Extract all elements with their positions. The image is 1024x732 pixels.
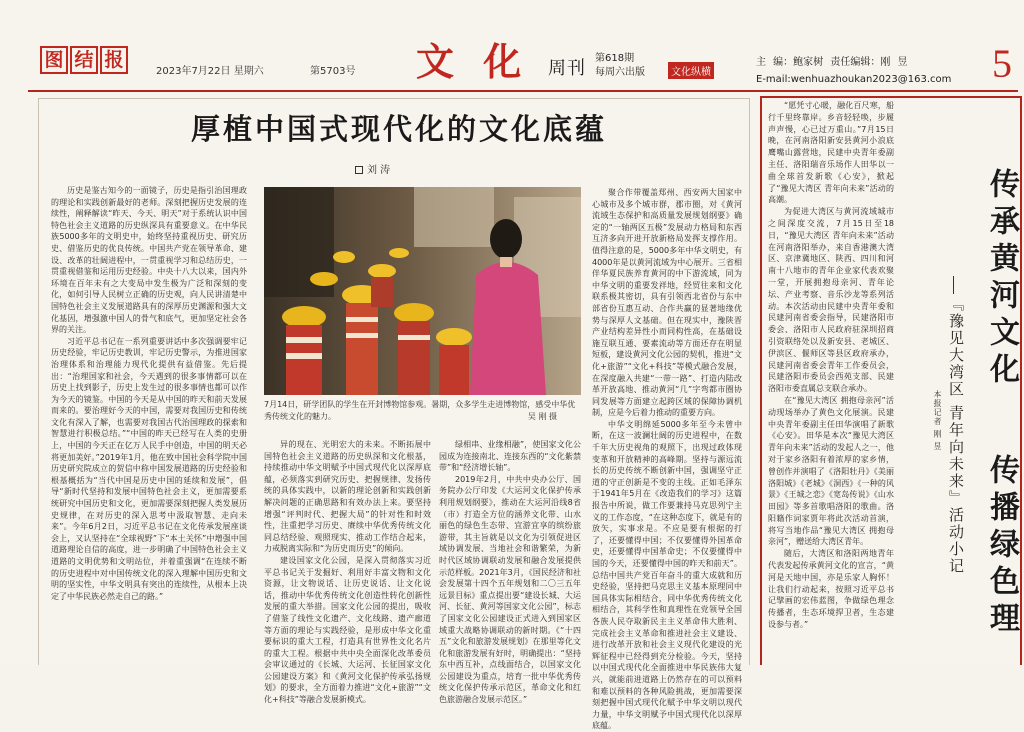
editors-email: E-mail:wenhuazhoukan2023@163.com bbox=[756, 74, 952, 85]
publication-date: 2023年7月22日 星期六 bbox=[156, 66, 264, 77]
issue-info bbox=[595, 52, 645, 80]
photo-caption bbox=[264, 399, 581, 423]
article-headline: 厚植中国式现代化的文化底蕴 bbox=[190, 112, 607, 146]
paragraph: 习近平总书记在一系列重要讲话中多次强调要牢记历史经验，牢记历史教训，牢记历史警示，为推进国家治理体系和治理能力现代化提供有益借鉴。先后提出：“治理国家和社会，今天遇到的很多事情都可以在历史上找到影子，历史上发生过的很多事情也都可以作为今天的镜鉴。中国的今天是从中国的昨天和前天发展而来的。要治理好今天的中国，需要对我国历史和传统文化有深入了解，也需要对我国古代治国理政的探索和智慧进行积极总结。”“中国的昨天已经写在人类的史册上，中国的今天正在亿万人民手中创造，中国的明天必将更加美好。”2019年1月，他在致中国社会科学院中国历史研究院成立的贺信中称中国发展道路的历史经验和根基概括为“当代中国是历史中国的延续和发展”，倡导“新时代坚持和发展中国特色社会主义，更加需要系统研究中国历史和文化，更加需要深刻把握人类发展历史规律，在对历史的深入思考中汲取智慧、走向未来”。今年6月2日，习近平总书记在文化传承发展座谈会上，又认坚持在“全球视野”下“本土关怀”中增强中国道路理论自信的高度，进一步明确了中国特色社会主义道路的文明优势和文明站位，并着重强调“在连续不断的历史进程中对中国传统文化的深入理解中国历史和文明的坚实性，中华文明具有突出的连续性，从根本上决定了中华民族必然走自己的路。” bbox=[51, 336, 247, 601]
article-column-3 bbox=[439, 439, 581, 705]
paragraph: 建设国家文化公园，是深入贯彻落实习近平总书记关于发掘好、利用好丰富文物和文化资源，让文物说话、让历史说话、让文化说话，推动中华优秀传统文化创造性转化创新性发展的重大举措。国家文化公园的提出，吸收了借鉴了线性文化遗产、文化线路、遗产廊道等方面的理论与实践经验，是形成中华文化重要标识的重大工程，打造具有世界性文化名片的重大工程。根据中共中央全面深化改革委员会审议通过的《长城、大运河、长征国家文化公园建设方案》和《黄河文化保护传承弘扬规划》的要求，全方面着力推进“文化+旅游”“文化+科技”等融合发展新模式。 bbox=[264, 555, 431, 705]
caption-text: 7月14日，研学团队的学生在开封博物馆参观。暑期，众多学生走进博物馆，感受中华优秀传统文化的魅力。 bbox=[264, 400, 576, 421]
sidebar-article bbox=[760, 96, 1022, 665]
paragraph: 绿相串、业缘相融”，使国家文化公园成为连接南北、连接东西的“文化紫禁带”和“经济增长轴”。 bbox=[439, 440, 581, 473]
issue-total-number: 第5703号 bbox=[310, 66, 356, 77]
column-badge: 文化纵横 bbox=[668, 62, 714, 79]
section-title: 文 化 bbox=[416, 39, 530, 84]
newspaper-logo bbox=[40, 46, 128, 74]
sidebar-body bbox=[768, 100, 894, 665]
paragraph: “愿凭寸心暖，融化百尺寒，船行千里终靠岸。乡音轻轻唤，步履声声慢，心已过万重山。”7月15日晚，在河南洛阳新安县黄河小浪底鹰嘴山露营地，民建中央青年委副主任、洛阳瑞音乐场作人田华以一曲全球首发新歌《心安》，掀起了“豫见大湾区 青年向未来”活动的高潮。 bbox=[768, 101, 894, 205]
sidebar-headline-part1: 传承黄河文化 bbox=[984, 168, 1019, 390]
article-photo bbox=[264, 187, 581, 395]
section-suffix: 周刊 bbox=[548, 58, 586, 79]
article-byline bbox=[355, 161, 390, 176]
masthead bbox=[28, 40, 1018, 92]
logo-char: 结 bbox=[70, 46, 98, 74]
paragraph: 为促进大湾区与黄河流域城市之间深度交流，7月15日至18日，“豫见大湾区 青年向未来”活动在河南洛阳举办，来自香港澳大湾区、京津冀地区、陕西、四川和河南十八地市的青年企业家代表欢聚一堂，开展拥抱母亲河、青年论坛、产业考察、音乐沙龙等系列活动。本次活动由民建中央青年委和民建河南省委会指导，民建洛阳市委会、洛阳市人民政府驻深圳招商引资联络处以及新安县、老城区、伊滨区、偃师区等县区政府承办，民建河南省委会青年工作委员会，民建洛阳市委员会西苑支部、民建洛阳市委直属总支联合承办。 bbox=[768, 207, 894, 394]
issue-number: 第618期 bbox=[595, 53, 635, 64]
museum-visit-photo-icon bbox=[264, 187, 581, 395]
article-column-1 bbox=[51, 185, 247, 666]
editors-line: 主 编：鲍家树 责任编辑：刚 昱 bbox=[756, 57, 908, 68]
logo-char: 报 bbox=[100, 46, 128, 74]
sidebar-subtitle: 『豫见大湾区 青年向未来』活动小记 bbox=[947, 296, 965, 575]
editors-info bbox=[756, 54, 951, 88]
paragraph: 历史是鉴古知今的一面镜子，历史是指引治国理政的理论和实践创新最好的老师。深刻把握历史发展的连续性，阐释解读“昨天、今天、明天”对于系统认识中国特色社会主义道路的历史纵深具有重要意义。在中华民族5000多年的文明史中，始终坚持重视历史、研究历史、借鉴历史的优良传统。中国共产党在领导革命、建设、改革的壮阔进程中，一贯重视学习和总结历史，一贯重视借鉴和运用历史经验。中央十八大以来，国内外环境在百年未有之大变局中发生极为广泛和深刻的变化，如何引导人民树立正确的历史观，向人民讲清楚中国特色社会主义发展道路具有的深厚历史渊源和强大文化基因，增强激中国人的骨气和底气，更加坚定社会各界的关注。 bbox=[51, 186, 247, 335]
paragraph: 聚合作带覆盖郑州、西安两大国家中心城市及多个城市群，郡市圈，对《黄河流域生态保护和高质量发展规划纲要》确定的“一轴两区五极”发展动力格局和东西互济多向开进开放新格局发挥支撑作用。值得注意的是，5000多年中华文明史，有4000年是以黄河流域为中心展开。三省相伴华夏民族养育黄河的中下游流域，同为中华文明的重要发祥地，经贸往来和文化联系极其密切，具有引领西北省份与东中部省份互惠互动、合作共赢的显著地缘优势与深厚人文基础。但在现实中，豫陕晋产业结构差异性小而同构性高，在基础设施互联互通、要素流动等方面还存在明显短板，建设黄河文化公园的契机，推进“文化+旅游”“文化+科技”等模式融合发展，在深度融入共建“一带一路”、打造内陆改革开放高地、推动黄河“几”字弯都市圈协同发展等方面建立起跨区域的保障协调机制，应是今后着力推动的重要方向。 bbox=[592, 188, 742, 418]
byline-author: 刘 涛 bbox=[367, 165, 391, 176]
subtitle-dash bbox=[953, 276, 954, 294]
paragraph: 随后，大湾区和洛阳两地青年代表发起传承黄河文化的宣言，“黄河是天地中国，亦是乐家人胸怀！让我们行动起来，按照习近平总书记擘画的宏伟蓝图，争做绿色理念传播者，生态环境捍卫者，生态建设参与者。” bbox=[768, 549, 894, 630]
article-column-4 bbox=[592, 187, 742, 731]
paragraph: 中华文明绵延5000多年至今未曾中断，在这一波澜壮阔的历史进程中，在数千年大历史视角的观照下，出现过政体现变革和开放精神的高峰期。坚持与源远流长的历史传统不断创新中国，强调坚守正道的守正创新是不变的主线。正如毛泽东于1941年5月在《改造我们的学习》这篇报告中所说，做工作要兼持马克思列宁主义的工作态度，“在这种态度下，就是有的放矢，实事求是。不应是要有根据的打了，还要懂得中国；不仅要懂得外国革命史，还要懂得中国革命史；不仅要懂得中国的今天，还要懂得中国的昨天和前天”。总结中国共产党百年奋斗的重大成就和历史经验，坚持把马克思主义基本原理同中国具体实际相结合，同中华优秀传统文化相结合，其科学性和真理性在党领导全国各族人民夺取新民主主义革命伟大胜利、完成社会主义革命和推进社会主义建设、进行改革开放和社会主义现代化建设的光辉征程中已经得到充分检验。今天，坚持以中国式现代化全面推进中华民族伟大复兴，就能前进道路上仍然存在的可以预料和难以预料的各种风险挑战，更加需要深刻把握中国式现代化赋予中华文明以现代力量，中华文明赋予中国式现代化以深厚底蕴。 bbox=[592, 419, 742, 731]
article-column-2 bbox=[264, 439, 431, 705]
issue-schedule: 每周六出版 bbox=[595, 67, 645, 78]
byline-square-icon bbox=[355, 166, 363, 174]
paragraph: 异的现在、光明宏大的未来。不断拓展中国特色社会主义道路的历史纵深和文化根基，持续推动中华文明赋予中国式现代化以深厚底蕴，必须落实到研究历史、把握规律、发扬传统的具体实践中，以新的理论创新和实践创新解决问题的正确思路和有效办法上来。要坚持增强“评判时代、把握大局”的针对性和时效性，注重把学习历史、赓续中华优秀传统文化同总结经验、观照现实、推动工作结合起来，力戒脱离实际和“为历史而历史”的倾向。 bbox=[264, 440, 431, 554]
paragraph: 2019年2月，中共中央办公厅、国务院办公厅印发《大运河文化保护传承利用规划纲要》，推动在大运河沿线8省（市）打造全方位的涵养文化带、山水丽色的绿色生态带、宜游宜享的缤纷旅游带，其主旨就是以文化为引领促进区域协调发展、当地社会和谐繁荣，为新时代区域协调联动发展和融合发展提供示范样板。2021年3月，《国民经济和社会发展第十四个五年规划和二〇三五年远景目标》重点提出要“建设长城、大运河、长征、黄河等国家文化公园”，标志了国家文化公园建设正式进入到国家区域重大战略协调联动的新时期。《“十四五”文化和旅游发展规划》在那里等化文化和旅游发展有好时，明确提出：“坚持东中西互补，点线面结合，以国家文化公园建设为重点，培育一批中华优秀传统文化保护传承示范区，革命文化和红色旅游融合发展示范区。” bbox=[439, 474, 581, 705]
paragraph: 在“豫见大湾区 拥抱母亲河”活动现场举办了黄色文化展演。民建中央青年委副主任田华演唱了新歌《心安》。田华是本次“豫见大湾区 青年向未来”活动的发起人之一，他对于家乡洛阳有着浓厚的家乡情，曾创作并演唱了《洛阳牡丹》《美丽洛阳城》《老城》《洞西》《一种的风景》《王城之恋》《宽岛传说》《山水田园》等多首歌唱洛阳的歌曲。洛阳籍作词家贾年将此次活动首演，将写当地作品“豫见大湾区 拥抱母亲河”，赠送给大湾区青年。 bbox=[768, 395, 894, 547]
sidebar-byline: 本报记者 刚 昱 bbox=[933, 390, 942, 452]
main-article bbox=[38, 98, 750, 731]
logo-char: 图 bbox=[40, 46, 68, 74]
caption-author: 吴 刚 摄 bbox=[527, 412, 557, 421]
page-number: 5 bbox=[992, 41, 1012, 86]
sidebar-headline-part2: 传播绿色理 bbox=[984, 454, 1019, 639]
